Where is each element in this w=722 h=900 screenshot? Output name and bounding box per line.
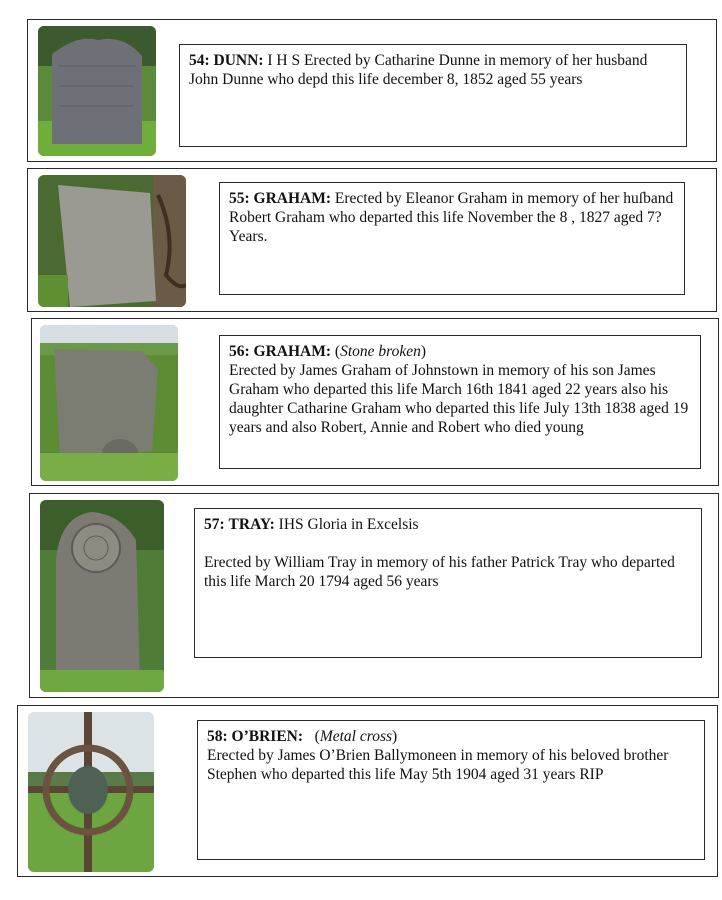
carved-headstone-photo — [40, 500, 164, 692]
entry-surname: O’BRIEN: — [231, 728, 304, 745]
inscription-header: IHS Gloria in Excelsis — [278, 516, 419, 533]
entry-surname: DUNN: — [213, 52, 264, 69]
grave-headstone-photo — [38, 26, 156, 156]
inscription-text: Erected by James O’Brien Ballymoneen in memory of his beloved brother Stephen who departed this life May 5th 1904 aged 31 years RIP — [207, 747, 669, 783]
inscription-text: I H S Erected by Catharine Dunne in memory of her husband John Dunne who depd this life december 8, 1852 aged 55 years — [189, 52, 648, 88]
entry-54 — [27, 19, 717, 162]
entry-number: 55: — [229, 190, 250, 207]
stone-note: Metal cross — [319, 728, 393, 745]
inscription-box: 56: GRAHAM: (Stone broken) Erected by James Graham of Johnstown in memory of his son James Graham who departed this life March 16th 1841 aged 22 years also his daughter Catharine Graham who departed this life July 13th 1838 aged 19 years and also Robert, Annie and Robert who died young — [219, 335, 701, 469]
inscription-box — [219, 182, 685, 295]
entry-57 — [29, 493, 719, 698]
entry-surname: GRAHAM: — [253, 343, 332, 360]
stone-note: Stone broken — [340, 343, 421, 360]
entry-number: 57: — [204, 516, 225, 533]
entry-surname: TRAY: — [228, 516, 275, 533]
inscription-text: Erected by Eleanor Graham in memory of her huſband Robert Graham who departed this life November the 8 , 1827 aged 7? Years. — [229, 190, 674, 245]
inscription-text: Erected by William Tray in memory of his father Patrick Tray who departed this life March 20 1794 aged 56 years — [204, 554, 675, 590]
grave-slab-photo — [38, 175, 186, 307]
entry-55 — [27, 168, 717, 312]
entry-number: 54: — [189, 52, 210, 69]
inscription-text: Erected by James Graham of Johnstown in memory of his son James Graham who departed this life March 16th 1841 aged 22 years also his daughter Catharine Graham who departed this life July 13th 1838 aged 19 years and also Robert, Annie and Robert who died young — [229, 362, 689, 436]
entry-58 — [17, 705, 718, 877]
broken-headstone-photo — [40, 325, 178, 481]
inscription-box — [194, 508, 702, 658]
entry-surname: GRAHAM: — [253, 190, 332, 207]
entry-56 — [31, 318, 719, 486]
inscription-box: 58: O’BRIEN: (Metal cross) Erected by James O’Brien Ballymoneen in memory of his beloved brother Stephen who departed this life May 5th 1904 aged 31 years RIP — [197, 720, 705, 860]
inscription-box — [179, 44, 687, 147]
entry-number: 58: — [207, 728, 228, 745]
entry-number: 56: — [229, 343, 250, 360]
metal-cross-photo — [28, 712, 154, 872]
